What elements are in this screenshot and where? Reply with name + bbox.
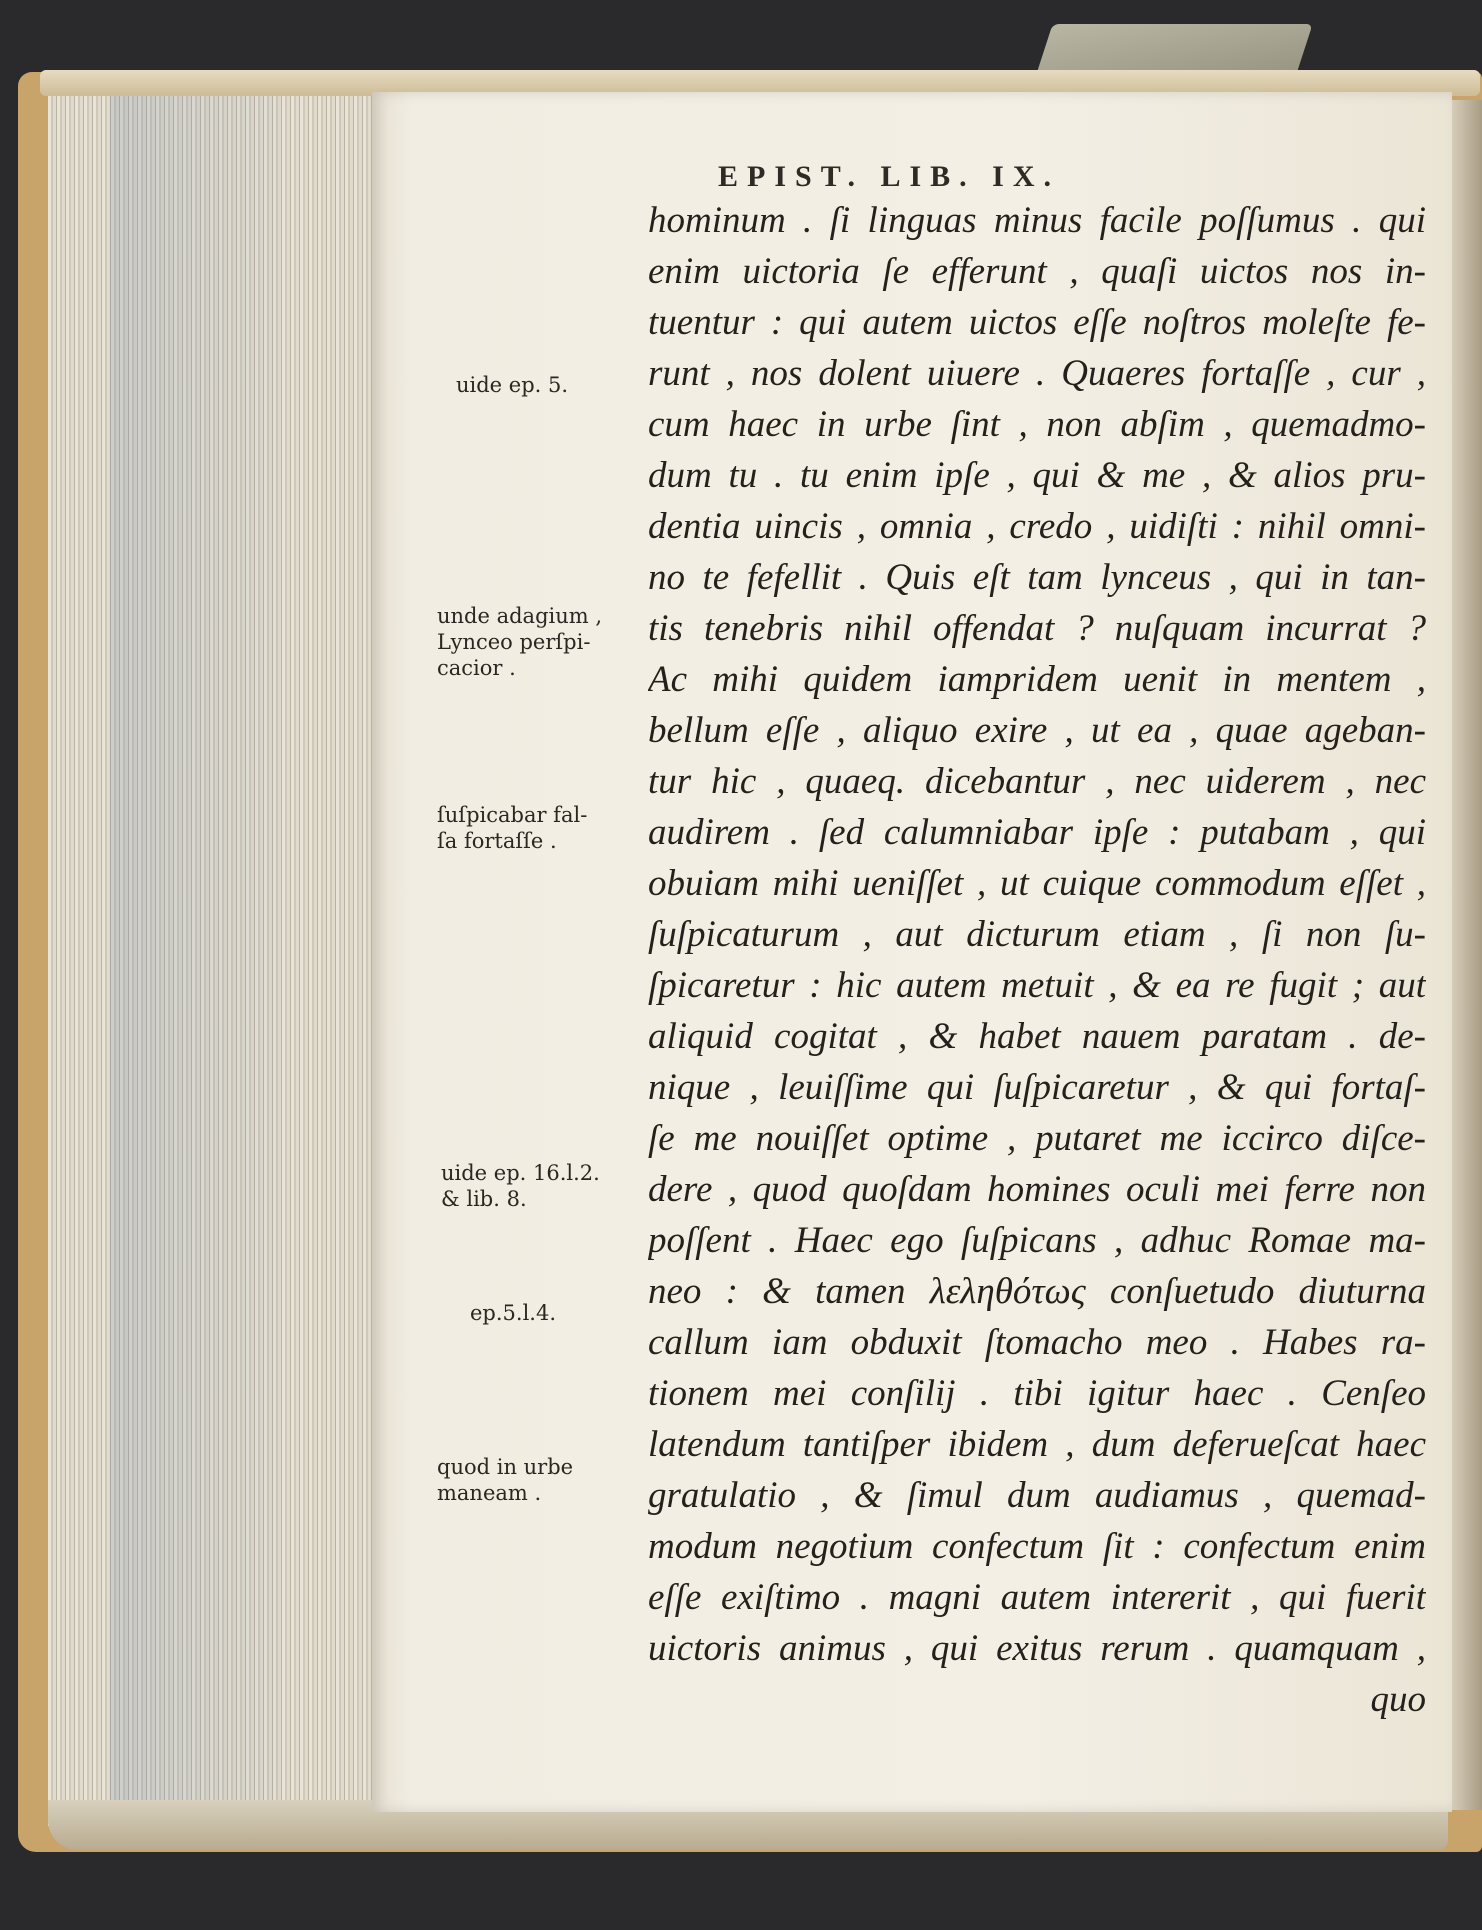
margin-note: cacior . <box>437 656 516 680</box>
margin-note: maneam . <box>437 1481 542 1505</box>
text-line: nique , leuiſſime qui ſuſpicaretur , & qui fortaſ- <box>648 1067 1426 1108</box>
text-line: eſſe exiſtimo . magni autem intererit , qui fuerit <box>648 1577 1426 1618</box>
margin-note: ep.5.l.4. <box>470 1301 557 1325</box>
text-line: ſe me nouiſſet optime , putaret me iccirco diſce- <box>648 1118 1426 1159</box>
text-line: obuiam mihi ueniſſet , ut cuique commodum eſſet , <box>648 863 1426 904</box>
text-line: hominum . ſi linguas minus facile poſſumus . qui <box>648 200 1426 241</box>
text-line: ſpicaretur : hic autem metuit , & ea re fugit ; aut <box>648 965 1426 1006</box>
text-line: dentia uincis , omnia , credo , uidiſti : nihil omni- <box>648 506 1426 547</box>
text-line: aliquid cogitat , & habet nauem paratam . de- <box>648 1016 1426 1057</box>
text-line: tis tenebris nihil offendat ? nuſquam incurrat ? <box>648 608 1426 649</box>
margin-note: quod in urbe <box>437 1455 574 1479</box>
catchword: quo <box>1370 1679 1426 1720</box>
margin-note: uide ep. 16.l.2. <box>441 1161 600 1185</box>
text-line: uictoris animus , qui exitus rerum . quamquam , <box>648 1628 1426 1669</box>
text-line: enim uictoria ſe efferunt , quaſi uictos nos in- <box>648 251 1426 292</box>
text-line: no te fefellit . Quis eſt tam lynceus , qui in tan- <box>648 557 1426 598</box>
text-line: cum haec in urbe ſint , non abſim , quemadmo- <box>648 404 1426 445</box>
text-line: poſſent . Haec ego ſuſpicans , adhuc Romae ma- <box>648 1220 1426 1261</box>
text-line: Ac mihi quidem iampridem uenit in mentem , <box>648 659 1426 700</box>
text-line: ſuſpicaturum , aut dicturum etiam , ſi non ſu- <box>648 914 1426 955</box>
text-line: tur hic , quaeq. dicebantur , nec uiderem , nec <box>648 761 1426 802</box>
running-head: EPIST. LIB. IX. <box>718 160 1061 193</box>
text-line: callum iam obduxit ſtomacho meo . Habes ra- <box>648 1322 1426 1363</box>
text-line: tionem mei conſilij . tibi igitur haec . Cenſeo <box>648 1373 1426 1414</box>
margin-note: Lynceo perſpi- <box>437 630 591 654</box>
text-line: bellum eſſe , aliquo exire , ut ea , quae ageban- <box>648 710 1426 751</box>
margin-note: uide ep. 5. <box>456 373 569 397</box>
text-line: audirem . ſed calumniabar ipſe : putabam , qui <box>648 812 1426 853</box>
margin-note: & lib. 8. <box>441 1187 527 1211</box>
text-line: dum tu . tu enim ipſe , qui & me , & alios pru- <box>648 455 1426 496</box>
book-right-edge <box>1448 100 1482 1810</box>
text-line: latendum tantiſper ibidem , dum deferueſcat haec <box>648 1424 1426 1465</box>
text-line: neo : & tamen λεληθότως conſuetudo diuturna <box>648 1271 1426 1312</box>
margin-note: ſuſpicabar fal- <box>437 803 588 827</box>
page-stack-shade <box>110 96 280 1826</box>
text-line: gratulatio , & ſimul dum audiamus , quemad- <box>648 1475 1426 1516</box>
text-line: tuentur : qui autem uictos eſſe noſtros moleſte fe- <box>648 302 1426 343</box>
text-line: dere , quod quoſdam homines oculi mei ferre non <box>648 1169 1426 1210</box>
main-text <box>648 195 1426 1725</box>
text-line: modum negotium confectum ſit : confectum enim <box>648 1526 1426 1567</box>
margin-note: unde adagium , <box>437 604 603 628</box>
margin-note: ſa fortaſſe . <box>437 829 557 853</box>
text-line: runt , nos dolent uiuere . Quaeres fortaſſe , cur , <box>648 353 1426 394</box>
